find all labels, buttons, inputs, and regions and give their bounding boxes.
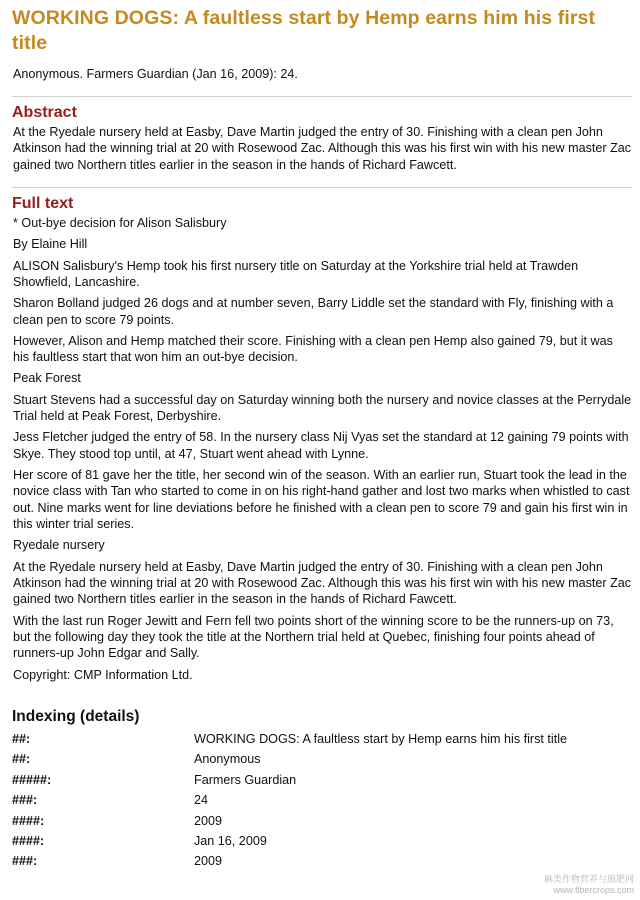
fulltext-paragraph: At the Ryedale nursery held at Easby, Dave Martin judged the entry of 30. Finishing with a clean pen John Atkinson had the winning trial at 20 with Rosewood Zac. Although this was his first win with his new master Zac gained two Northern titles earlier in the season in the hands of Richard Fawcett.: [13, 559, 632, 607]
fulltext-paragraph: * Out-bye decision for Alison Salisbury: [13, 216, 227, 231]
index-key: ####:: [12, 813, 45, 828]
index-row: [12, 833, 632, 849]
index-value: WORKING DOGS: A faultless start by Hemp earns him his first title: [194, 731, 568, 746]
index-value: 2009: [194, 854, 223, 869]
index-value: Farmers Guardian: [194, 772, 297, 787]
index-key: ##:: [12, 731, 31, 746]
index-row: [12, 731, 632, 747]
article-title: WORKING DOGS: A faultless start by Hemp earns him his first title: [12, 7, 596, 54]
fulltext-paragraph: Peak Forest: [13, 371, 81, 386]
index-row: [12, 772, 632, 788]
fulltext-paragraph: With the last run Roger Jewitt and Fern fell two points short of the winning score to be the runners-up on 73, but the following day they took the title at the Northern trial held at Quebec, finishing four points ahead of runners-up John Edgar and Sally.: [13, 613, 614, 661]
divider: [12, 187, 632, 188]
index-value: 24: [194, 793, 209, 808]
divider: [12, 96, 632, 97]
site-watermark: [544, 874, 634, 896]
citation: Anonymous. Farmers Guardian (Jan 16, 2009): 24.: [13, 67, 298, 81]
index-row: [12, 813, 632, 829]
abstract-section: [12, 103, 632, 173]
index-key: ###:: [12, 793, 38, 808]
fulltext-paragraph: Ryedale nursery: [13, 538, 105, 553]
fulltext-paragraph: By Elaine Hill: [13, 237, 88, 252]
index-key: ####:: [12, 833, 45, 848]
copyright-notice: Copyright: CMP Information Ltd.: [13, 667, 193, 682]
fulltext-paragraph: Stuart Stevens had a successful day on Saturday winning both the nursery and novice classes at the Perrydale Trial held at Peak Forest, Derbyshire.: [13, 392, 632, 424]
watermark-line: www.fibercrops.com: [553, 885, 634, 895]
index-row: [12, 792, 632, 808]
index-key: ##:: [12, 752, 31, 767]
index-row: [12, 853, 632, 869]
index-key: ###:: [12, 854, 38, 869]
fulltext-section: [12, 194, 632, 683]
fulltext-paragraph: ALISON Salisbury's Hemp took his first nursery title on Saturday at the Yorkshire trial held at Trawden Showfield, Lancashire.: [13, 258, 579, 290]
index-value: Anonymous: [194, 752, 261, 767]
fulltext-heading: Full text: [12, 195, 74, 213]
fulltext-paragraph: Sharon Bolland judged 26 dogs and at number seven, Barry Liddle set the standard with Fly, finishing with a clean pen to score 79 points.: [13, 296, 614, 327]
abstract-text: At the Ryedale nursery held at Easby, Dave Martin judged the entry of 30. Finishing with a clean pen John Atkinson had the winning trial at 20 with Rosewood Zac. Although this was his first win with his new master Zac gained two Northern titles earlier in the season in the hands of Richard Fawcett.: [13, 125, 632, 172]
index-value: 2009: [194, 813, 223, 828]
watermark-line: 麻类作物营养与施肥网: [543, 874, 634, 884]
index-key: #####:: [12, 772, 52, 787]
indexing-section: [12, 707, 632, 869]
index-value: Jan 16, 2009: [194, 833, 267, 848]
indexing-heading: Indexing (details): [12, 707, 140, 725]
index-row: [12, 751, 632, 767]
abstract-heading: Abstract: [12, 104, 77, 121]
fulltext-paragraph: However, Alison and Hemp matched their score. Finishing with a clean pen Hemp also gained 79, but it was his faultless start that won him an out-bye decision.: [13, 333, 613, 365]
fulltext-paragraph: Jess Fletcher judged the entry of 58. In the nursery class Nij Vyas set the standard at 12 gaining 79 points with Skye. They stood top until, at 47, Stuart went ahead with Lynne.: [13, 430, 629, 461]
fulltext-paragraph: Her score of 81 gave her the title, her second win of the season. With an earlier run, Stuart took the lead in the novice class with Tan who started to come in on his right-hand gather and lost two marks when whistled to cast out. Nine marks went for line deviations before he finished with a clean pen to score 79 and gain his first win in this winter trial series.: [13, 467, 630, 532]
